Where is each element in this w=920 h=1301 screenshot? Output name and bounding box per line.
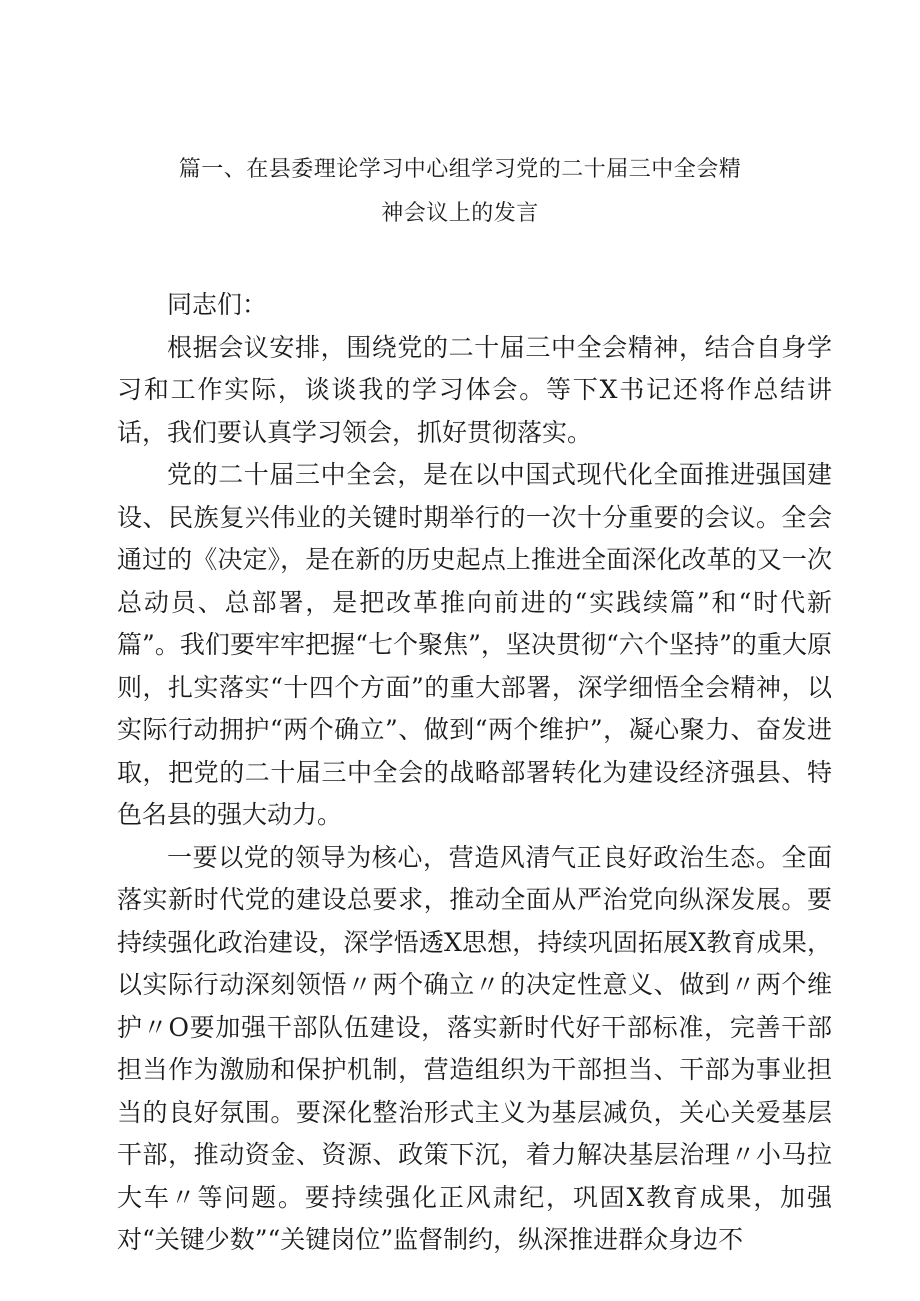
document-title-line-2: 神会议上的发言 [381,201,539,226]
document-body [117,284,832,1262]
salutation: 同志们： [167,290,268,319]
document-title-line-1: 篇一、在县委理论学习中心组学习党的二十届三中全会精 [178,157,742,182]
paragraph-3: 一要以党的领导为核心，营造风清气正良好政治生态。全面落实新时代党的建设总要求，推动全面从严治党向纵深发展。要持续强化政治建设，深学悟透X思想，持续巩固拓展X教育成果，以实际行动深刻领悟〃两个确立〃的决定性意义、做到〃两个维护〃O要加强干部队伍建设，落实新时代好干部标准，完善干部担当作为激励和保护机制，营造组织为干部担当、干部为事业担当的良好氛围。要深化整治形式主义为基层减负，关心关爱基层干部，推动资金、资源、政策下沉，着力解决基层治理〃小马拉大车〃等问题。要持续强化正风肃纪，巩固X教育成果，加强对“关键少数”“关键岗位”监督制约，纵深推进群众身边不 [117,842,832,1254]
paragraph-1: 根据会议安排，围绕党的二十届三中全会精神，结合自身学习和工作实际，谈谈我的学习体会。等下X书记还将作总结讲话，我们要认真学习领会，抓好贯彻落实。 [117,332,832,447]
paragraph-2: 党的二十届三中全会，是在以中国式现代化全面推进强国建设、民族复兴伟业的关键时期举行的一次十分重要的会议。全会通过的《决定》，是在新的历史起点上推进全面深化改革的又一次总动员、总部署，是把改革推向前进的“实践续篇”和“时代新篇”。我们要牢牢把握“七个聚焦”，坚决贯彻“六个坚持”的重大原则，扎实落实“十四个方面”的重大部署，深学细悟全会精神，以实际行动拥护“两个确立”、做到“两个维护”，凝心聚力、奋发进取，把党的二十届三中全会的战略部署转化为建设经济强县、特色名县的强大动力。 [117,460,832,829]
